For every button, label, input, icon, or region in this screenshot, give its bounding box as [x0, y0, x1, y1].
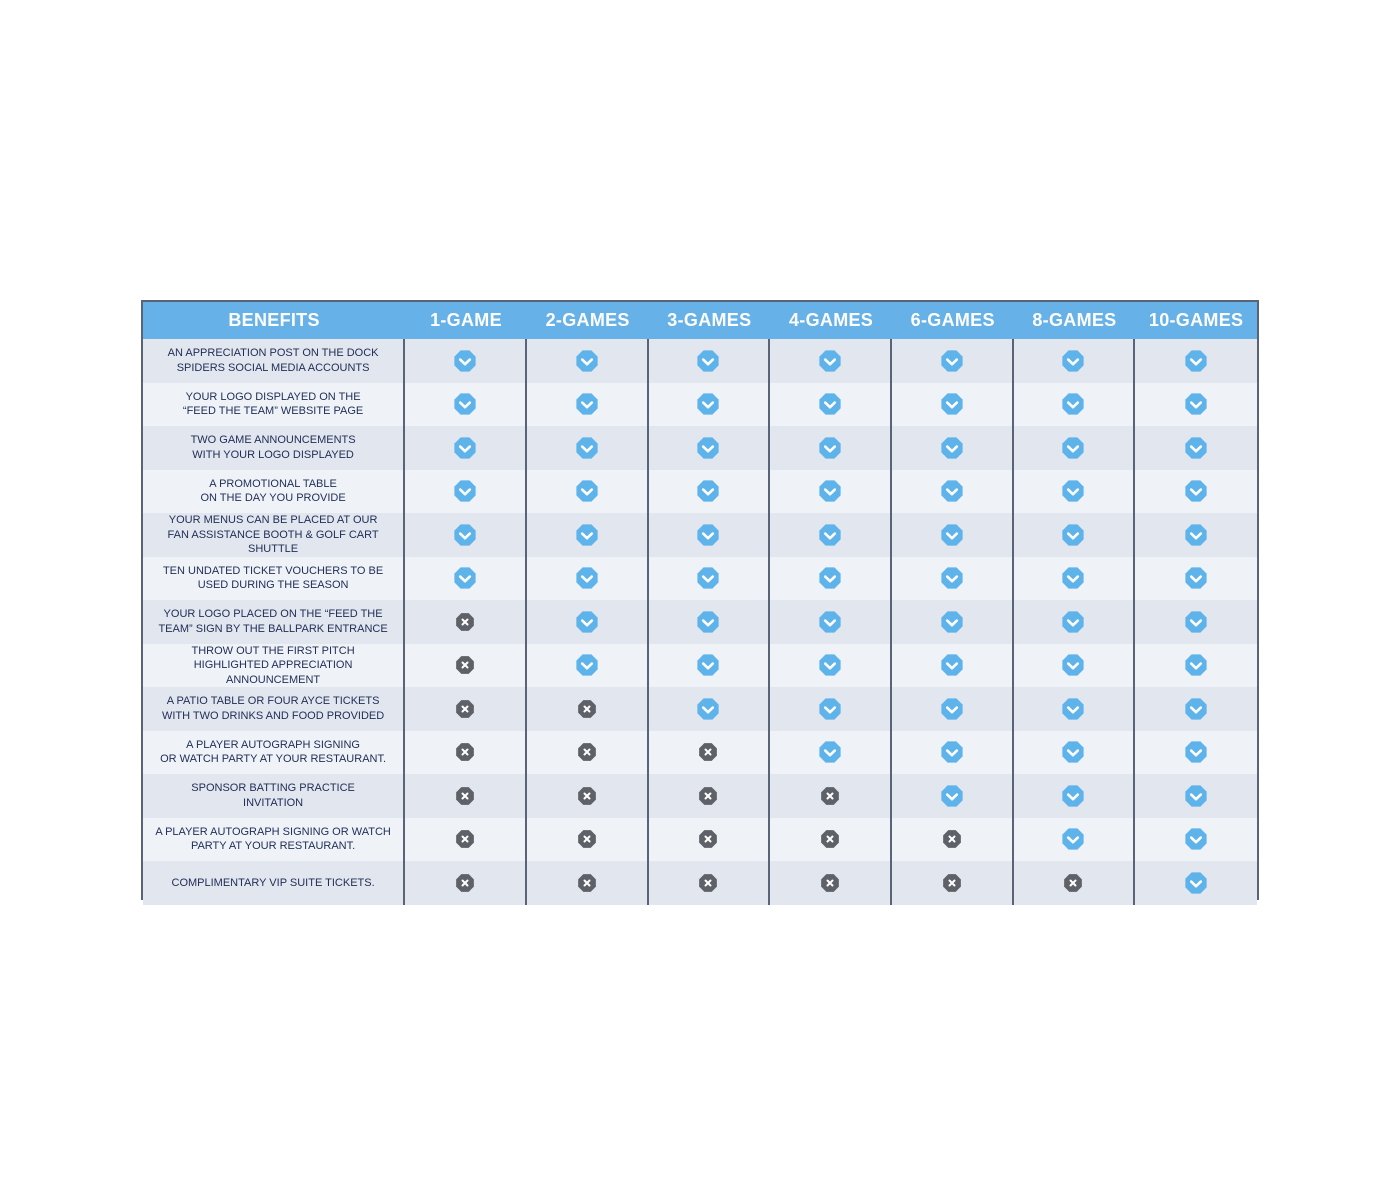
- benefit-line: HIGHLIGHTED APPRECIATION ANNOUNCEMENT: [193, 659, 353, 686]
- benefit-text: [191, 781, 355, 810]
- benefit-line: SPIDERS SOCIAL MEDIA ACCOUNTS: [176, 361, 370, 374]
- benefit-line: WITH YOUR LOGO DISPLAYED: [192, 448, 354, 461]
- included-cell: [770, 600, 892, 644]
- benefit-text: [147, 513, 399, 557]
- check-icon: [940, 392, 964, 416]
- check-icon: [575, 523, 599, 547]
- included-cell: [649, 470, 771, 514]
- benefit-text: [163, 564, 383, 593]
- benefit-line: FAN ASSISTANCE BOOTH & GOLF CART SHUTTLE: [167, 528, 379, 555]
- included-cell: [892, 513, 1014, 557]
- benefit-line: ON THE DAY YOU PROVIDE: [200, 492, 346, 505]
- excluded-cell: [892, 861, 1014, 905]
- included-cell: [649, 644, 771, 688]
- check-icon: [818, 392, 842, 416]
- check-icon: [1061, 827, 1085, 851]
- table-row: [143, 818, 1257, 862]
- included-cell: [1014, 557, 1136, 601]
- cross-icon: [577, 786, 597, 806]
- benefit-line: USED DURING THE SEASON: [197, 579, 349, 592]
- check-icon: [575, 349, 599, 373]
- included-cell: [1135, 557, 1257, 601]
- benefit-text: [160, 738, 386, 767]
- cross-icon: [820, 873, 840, 893]
- check-icon: [1184, 349, 1208, 373]
- cross-icon: [455, 655, 475, 675]
- cross-icon: [698, 742, 718, 762]
- benefit-text: [158, 607, 387, 636]
- table-header: [143, 302, 1257, 339]
- check-icon: [453, 479, 477, 503]
- header-6-games: 6-GAMES: [910, 310, 995, 330]
- check-icon: [940, 523, 964, 547]
- included-cell: [1014, 818, 1136, 862]
- benefit-cell: [143, 513, 405, 557]
- check-icon: [453, 349, 477, 373]
- included-cell: [649, 383, 771, 427]
- check-icon: [1184, 827, 1208, 851]
- benefit-text: [168, 346, 379, 375]
- check-icon: [1061, 392, 1085, 416]
- check-icon: [818, 610, 842, 634]
- table-body: [143, 339, 1257, 905]
- included-cell: [527, 383, 649, 427]
- cross-icon: [698, 786, 718, 806]
- included-cell: [892, 426, 1014, 470]
- included-cell: [892, 687, 1014, 731]
- header-2-games: 2-GAMES: [545, 310, 630, 330]
- check-icon: [1184, 871, 1208, 895]
- check-icon: [1184, 610, 1208, 634]
- table-row: [143, 557, 1257, 601]
- included-cell: [527, 600, 649, 644]
- check-icon: [453, 523, 477, 547]
- check-icon: [1061, 479, 1085, 503]
- benefit-cell: [143, 818, 405, 862]
- check-icon: [1061, 523, 1085, 547]
- benefit-line: A PLAYER AUTOGRAPH SIGNING: [186, 738, 360, 751]
- excluded-cell: [770, 861, 892, 905]
- check-icon: [1061, 566, 1085, 590]
- included-cell: [1135, 644, 1257, 688]
- check-icon: [1184, 697, 1208, 721]
- included-cell: [892, 600, 1014, 644]
- check-icon: [818, 479, 842, 503]
- table-row: [143, 513, 1257, 557]
- included-cell: [649, 557, 771, 601]
- benefit-line: YOUR LOGO PLACED ON THE “FEED THE: [163, 608, 383, 621]
- check-icon: [1061, 610, 1085, 634]
- check-icon: [940, 566, 964, 590]
- check-icon: [818, 523, 842, 547]
- cross-icon: [455, 742, 475, 762]
- benefit-line: A PROMOTIONAL TABLE: [209, 477, 337, 490]
- benefit-cell: [143, 861, 405, 905]
- benefit-cell: [143, 339, 405, 383]
- excluded-cell: [527, 861, 649, 905]
- excluded-cell: [1014, 861, 1136, 905]
- included-cell: [1135, 687, 1257, 731]
- excluded-cell: [892, 818, 1014, 862]
- table-row: [143, 470, 1257, 514]
- check-icon: [696, 697, 720, 721]
- header-3-games: 3-GAMES: [667, 310, 752, 330]
- included-cell: [1135, 339, 1257, 383]
- check-icon: [453, 436, 477, 460]
- check-icon: [1184, 523, 1208, 547]
- included-cell: [1014, 426, 1136, 470]
- benefit-cell: [143, 557, 405, 601]
- benefit-cell: [143, 383, 405, 427]
- included-cell: [770, 513, 892, 557]
- benefit-line: YOUR LOGO DISPLAYED ON THE: [185, 390, 361, 403]
- check-icon: [575, 436, 599, 460]
- check-icon: [940, 784, 964, 808]
- benefit-text: [183, 390, 363, 419]
- included-cell: [770, 426, 892, 470]
- included-cell: [770, 383, 892, 427]
- cross-icon: [698, 829, 718, 849]
- included-cell: [892, 383, 1014, 427]
- excluded-cell: [649, 774, 771, 818]
- included-cell: [1135, 818, 1257, 862]
- benefit-line: THROW OUT THE FIRST PITCH: [191, 644, 355, 657]
- benefit-cell: [143, 687, 405, 731]
- check-icon: [818, 653, 842, 677]
- excluded-cell: [649, 731, 771, 775]
- cross-icon: [577, 742, 597, 762]
- included-cell: [770, 644, 892, 688]
- benefit-text: [147, 644, 399, 688]
- table-row: [143, 426, 1257, 470]
- excluded-cell: [405, 731, 527, 775]
- cross-icon: [1063, 873, 1083, 893]
- included-cell: [770, 339, 892, 383]
- included-cell: [1135, 513, 1257, 557]
- included-cell: [649, 339, 771, 383]
- header-benefits: BENEFITS: [228, 310, 320, 330]
- included-cell: [527, 557, 649, 601]
- included-cell: [892, 339, 1014, 383]
- included-cell: [405, 426, 527, 470]
- cross-icon: [698, 873, 718, 893]
- header-8-games: 8-GAMES: [1032, 310, 1117, 330]
- check-icon: [1061, 740, 1085, 764]
- excluded-cell: [649, 861, 771, 905]
- included-cell: [1014, 600, 1136, 644]
- check-icon: [818, 349, 842, 373]
- benefit-line: A PATIO TABLE OR FOUR AYCE TICKETS: [166, 695, 380, 708]
- table-row: [143, 644, 1257, 688]
- included-cell: [892, 557, 1014, 601]
- check-icon: [1184, 740, 1208, 764]
- check-icon: [1061, 697, 1085, 721]
- cross-icon: [455, 699, 475, 719]
- included-cell: [649, 600, 771, 644]
- cross-icon: [942, 829, 962, 849]
- check-icon: [696, 392, 720, 416]
- table-row: [143, 383, 1257, 427]
- cross-icon: [455, 873, 475, 893]
- excluded-cell: [649, 818, 771, 862]
- included-cell: [649, 426, 771, 470]
- check-icon: [1184, 653, 1208, 677]
- check-icon: [1061, 784, 1085, 808]
- check-icon: [1184, 784, 1208, 808]
- cross-icon: [455, 829, 475, 849]
- included-cell: [892, 644, 1014, 688]
- check-icon: [1061, 653, 1085, 677]
- excluded-cell: [405, 600, 527, 644]
- cross-icon: [820, 786, 840, 806]
- benefit-line: A PLAYER AUTOGRAPH SIGNING OR WATCH: [155, 825, 391, 838]
- benefit-line: “FEED THE TEAM” WEBSITE PAGE: [182, 405, 364, 418]
- excluded-cell: [405, 687, 527, 731]
- check-icon: [1184, 479, 1208, 503]
- benefit-cell: [143, 470, 405, 514]
- included-cell: [649, 513, 771, 557]
- table-row: [143, 774, 1257, 818]
- benefit-text: [162, 694, 384, 723]
- check-icon: [940, 349, 964, 373]
- included-cell: [892, 731, 1014, 775]
- check-icon: [696, 523, 720, 547]
- included-cell: [770, 731, 892, 775]
- excluded-cell: [405, 861, 527, 905]
- cross-icon: [455, 612, 475, 632]
- included-cell: [1014, 513, 1136, 557]
- included-cell: [527, 470, 649, 514]
- header-4-games: 4-GAMES: [788, 310, 874, 330]
- benefit-line: YOUR MENUS CAN BE PLACED AT OUR: [168, 514, 378, 526]
- cross-icon: [820, 829, 840, 849]
- check-icon: [575, 479, 599, 503]
- check-icon: [696, 610, 720, 634]
- header-1-game: 1-GAME: [430, 310, 502, 330]
- header-10-games: 10-GAMES: [1148, 310, 1244, 330]
- included-cell: [405, 513, 527, 557]
- included-cell: [892, 470, 1014, 514]
- check-icon: [940, 697, 964, 721]
- included-cell: [1014, 644, 1136, 688]
- excluded-cell: [527, 687, 649, 731]
- check-icon: [575, 566, 599, 590]
- included-cell: [892, 774, 1014, 818]
- included-cell: [527, 339, 649, 383]
- benefit-text: [172, 876, 375, 891]
- included-cell: [527, 513, 649, 557]
- check-icon: [818, 740, 842, 764]
- table-row: [143, 861, 1257, 905]
- table-row: [143, 687, 1257, 731]
- benefit-line: PARTY AT YOUR RESTAURANT.: [190, 840, 356, 853]
- included-cell: [1135, 600, 1257, 644]
- included-cell: [1014, 339, 1136, 383]
- included-cell: [405, 383, 527, 427]
- check-icon: [575, 653, 599, 677]
- table-row: [143, 339, 1257, 383]
- included-cell: [1014, 383, 1136, 427]
- included-cell: [405, 470, 527, 514]
- included-cell: [1014, 731, 1136, 775]
- benefit-line: WITH TWO DRINKS AND FOOD PROVIDED: [161, 709, 385, 722]
- check-icon: [940, 479, 964, 503]
- check-icon: [940, 653, 964, 677]
- excluded-cell: [770, 818, 892, 862]
- included-cell: [1014, 687, 1136, 731]
- benefit-cell: [143, 731, 405, 775]
- cross-icon: [942, 873, 962, 893]
- included-cell: [1135, 731, 1257, 775]
- check-icon: [696, 349, 720, 373]
- excluded-cell: [405, 774, 527, 818]
- included-cell: [1135, 383, 1257, 427]
- excluded-cell: [770, 774, 892, 818]
- included-cell: [405, 557, 527, 601]
- included-cell: [770, 470, 892, 514]
- check-icon: [453, 566, 477, 590]
- benefit-text: [200, 477, 345, 506]
- check-icon: [696, 653, 720, 677]
- benefit-line: INVITATION: [243, 796, 304, 809]
- check-icon: [940, 740, 964, 764]
- check-icon: [1184, 566, 1208, 590]
- check-icon: [1061, 349, 1085, 373]
- benefit-text: [155, 825, 391, 854]
- benefit-line: COMPLIMENTARY VIP SUITE TICKETS.: [171, 876, 375, 889]
- cross-icon: [577, 699, 597, 719]
- excluded-cell: [405, 818, 527, 862]
- table-row: [143, 600, 1257, 644]
- included-cell: [1135, 861, 1257, 905]
- included-cell: [405, 339, 527, 383]
- check-icon: [940, 610, 964, 634]
- excluded-cell: [527, 731, 649, 775]
- check-icon: [696, 566, 720, 590]
- excluded-cell: [527, 774, 649, 818]
- included-cell: [1135, 774, 1257, 818]
- benefit-cell: [143, 426, 405, 470]
- benefit-line: TWO GAME ANNOUNCEMENTS: [190, 434, 356, 447]
- check-icon: [575, 610, 599, 634]
- check-icon: [818, 436, 842, 460]
- included-cell: [527, 644, 649, 688]
- benefit-cell: [143, 644, 405, 688]
- benefit-line: TEAM” SIGN BY THE BALLPARK ENTRANCE: [158, 622, 388, 635]
- check-icon: [818, 697, 842, 721]
- excluded-cell: [527, 818, 649, 862]
- check-icon: [696, 436, 720, 460]
- check-icon: [1184, 392, 1208, 416]
- benefit-cell: [143, 600, 405, 644]
- check-icon: [575, 392, 599, 416]
- included-cell: [1014, 774, 1136, 818]
- benefits-table: [141, 300, 1259, 900]
- check-icon: [453, 392, 477, 416]
- benefit-text: [191, 433, 356, 462]
- check-icon: [1184, 436, 1208, 460]
- benefit-line: SPONSOR BATTING PRACTICE: [191, 782, 355, 795]
- included-cell: [1014, 470, 1136, 514]
- included-cell: [1135, 470, 1257, 514]
- included-cell: [527, 426, 649, 470]
- check-icon: [1061, 436, 1085, 460]
- benefit-line: AN APPRECIATION POST ON THE DOCK: [167, 347, 379, 360]
- benefit-line: OR WATCH PARTY AT YOUR RESTAURANT.: [160, 753, 387, 766]
- benefit-line: TEN UNDATED TICKET VOUCHERS TO BE: [162, 564, 384, 577]
- cross-icon: [577, 873, 597, 893]
- check-icon: [818, 566, 842, 590]
- included-cell: [1135, 426, 1257, 470]
- check-icon: [940, 436, 964, 460]
- included-cell: [770, 557, 892, 601]
- benefit-cell: [143, 774, 405, 818]
- cross-icon: [455, 786, 475, 806]
- excluded-cell: [405, 644, 527, 688]
- included-cell: [770, 687, 892, 731]
- table-row: [143, 731, 1257, 775]
- check-icon: [696, 479, 720, 503]
- included-cell: [649, 687, 771, 731]
- cross-icon: [577, 829, 597, 849]
